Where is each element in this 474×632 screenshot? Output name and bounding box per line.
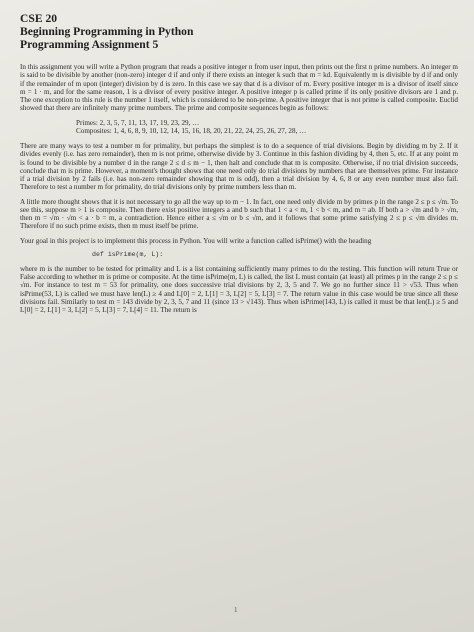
- page-number: 1: [234, 606, 238, 614]
- intro-paragraph: In this assignment you will write a Python program that reads a positive integer n from user input, then prints out the first n prime numbers. An integer m is said to be divisible by another (non-zero) integer d if and only if there exists an integer k such that m = kd. Equivalently m is divisible by d if and only if the remainder of m upon (integer) division by d is zero. In this case we say that d is a divisor of m. Every positive integer m is a divisor of itself since m = 1 · m, and for the same reason, 1 is a divisor of every positive integer. A positive integer p is called prime if its only positive divisors are 1 and p. The one exception to this rule is the number 1 itself, which is considered to be non-prime. A positive integer that is not prime is called composite. Euclid showed that there are infinitely many prime numbers. The prime and composite sequences begin as follows:: [20, 63, 458, 113]
- goal-paragraph: Your goal in this project is to implement this process in Python. You will write a function called isPrime() with the heading: [20, 236, 372, 245]
- assignment-title: Programming Assignment 5: [20, 38, 159, 51]
- function-description-paragraph: where m is the number to be tested for primality and L is a list containing sufficiently many primes to do the testing. This function will return True or False according to whether m is prime or composite. At the time isPrime(m, L) is called, the list L must contain (at least) all primes p in the range 2 ≤ p ≤ √m. For instance to test m = 53 for primality, one does successive trial divisions by 2, 3, 5 and 7. We go no further since 11 > √53. Thus when isPrime(53, L) is called we must have len(L) ≥ 4 and L[0] = 2, L[1] = 3, L[2] = 5, L[3] = 7. The return value in this case would be true since all these divisions fail. Similarly to test m = 143 divide by 2, 3, 5, 7 and 11 (since 13 > √143). Thus when isPrime(143, L) is called it must be that len(L) ≥ 5 and L[0] = 2, L[1] = 3, L[2] = 5, L[3] = 7, L[4] = 11. The return is: [20, 264, 458, 315]
- primes-sequence: Primes: 2, 3, 5, 7, 11, 13, 17, 19, 23, 29, …: [76, 118, 200, 127]
- trial-division-paragraph: There are many ways to test a number m for primality, but perhaps the simplest is to do a sequence of trial divisions. Begin by dividing m by 2. If it divides evenly (i.e. has zero remainder), then m is not prime, otherwise divide by 3. Continue in this fashion dividing by 4, then 5, etc. If at any point m is found to be divisible by a number d in the range 2 ≤ d ≤ m − 1, then halt and conclude that m is composite. Otherwise, if no trial division succeeds, conclude that m is prime. However, a moment's thought shows that one need only do trial divisions by numbers that are themselves prime. For instance if a trial division by 2 fails (i.e. has non-zero remainder showing that m is odd), then a trial division by 4, 6, 8 or any even number must also fail. Therefore to test a number m for primality, do trial divisions only by prime numbers less than m.: [20, 142, 458, 192]
- course-title: Beginning Programming in Python: [20, 25, 194, 38]
- sequence-block: [76, 119, 458, 136]
- sqrt-bound-paragraph: A little more thought shows that it is not necessary to go all the way up to m − 1. In fact, one need only divide m by primes p in the range 2 ≤ p ≤ √m. To see this, suppose m > 1 is composite. Then there exist positive integers a and b such that 1 < a < m, 1 < b < m, and m = ab. If both a > √m and b > √m, then m = √m · √m < a · b = m, a contradiction. Hence either a ≤ √m or b ≤ √m, and it follows that some prime satisfying 2 ≤ p ≤ √m divides m. Therefore if no such prime exists, then m must itself be prime.: [20, 197, 458, 231]
- function-heading-code: def isPrime(m, L):: [92, 250, 164, 258]
- course-code: CSE 20: [20, 12, 58, 25]
- composites-sequence: Composites: 1, 4, 6, 8, 9, 10, 12, 14, 15, 16, 18, 20, 21, 22, 24, 25, 26, 27, 28, …: [76, 126, 307, 135]
